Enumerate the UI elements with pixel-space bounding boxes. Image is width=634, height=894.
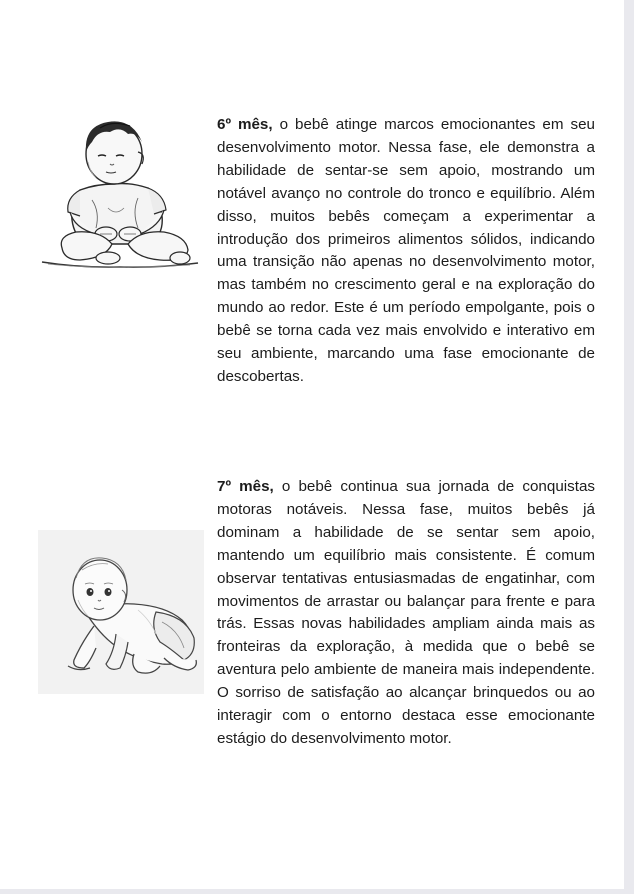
paragraph-text: o bebê atinge marcos emocionantes em seu desenvolvimento motor. Nessa fase, ele demonstra a habilidade de sentar-se sem apoio, mostrando um notável avanço no controle do tronco e equilíbrio. Além disso, muitos bebês começam a experimentar a introdução dos primeiros alimentos sólidos, indicando uma transição não apenas no desenvolvimento motor, mas também no crescimento geral e na exploração do mundo ao redor. Este é um período empolgante, pois o bebê se torna cada vez mais envolvido e interativo em seu ambiente, marcando uma fase emocionante de descobertas.	[217, 116, 595, 385]
paragraph-7th-month	[217, 476, 595, 751]
paragraph-6th-month	[217, 114, 595, 389]
sitting-baby-illustration	[40, 112, 200, 277]
month-heading: 7º mês,	[217, 478, 274, 495]
month-heading: 6º mês,	[217, 116, 273, 133]
paragraph-text: o bebê continua sua jornada de conquistas motoras notáveis. Nessa fase, muitos bebês já dominam a habilidade de se sentar sem apoio, mantendo um equilíbrio mais consistente. É comum observar tentativas entusiasmadas de engatinhar, com movimentos de arrastar ou balançar para frente e para trás. Essas novas habilidades ampliam ainda mais as fronteiras da exploração, à medida que o bebê se aventura pelo ambiente de maneira mais independente. O sorriso de satisfação ao alcançar brinquedos ou ao interagir com o entorno destaca esse emocionante estágio do desenvolvimento motor.	[217, 478, 595, 747]
crawling-baby-illustration	[38, 530, 204, 694]
